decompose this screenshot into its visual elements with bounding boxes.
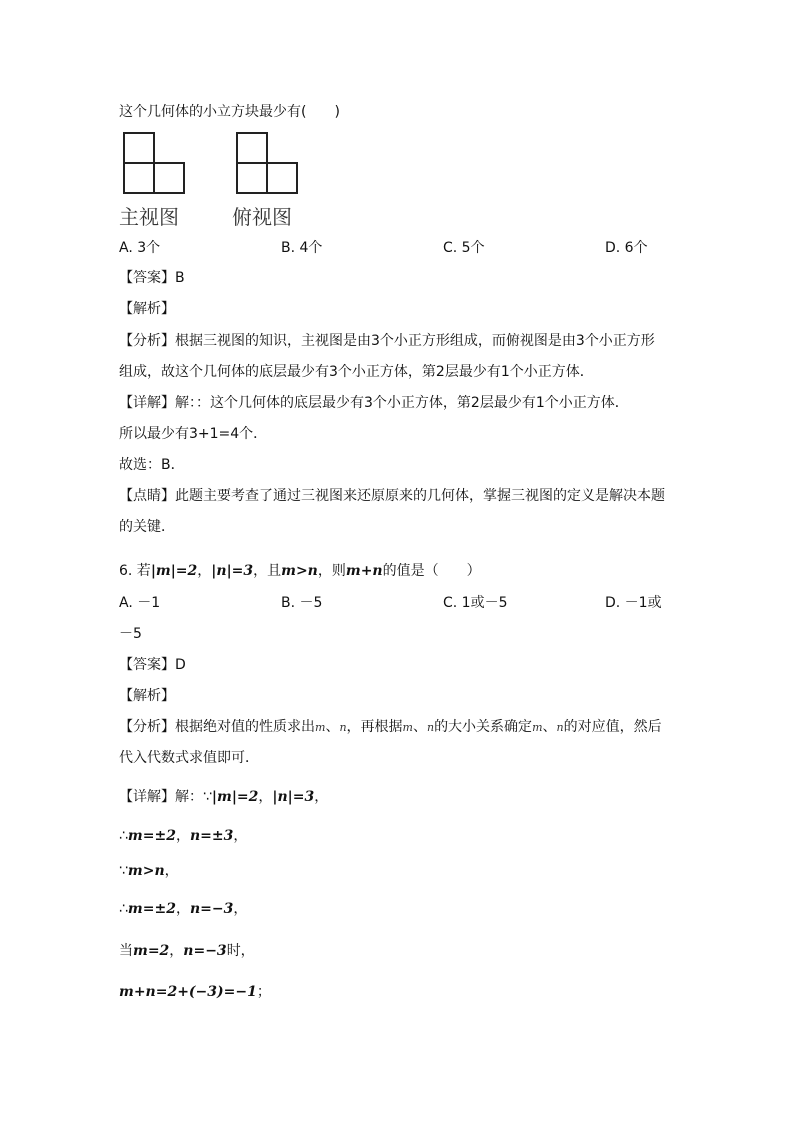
q6-answer: 【答案】D — [119, 657, 186, 673]
q6-fenxi-c: 的大小关系确定 — [434, 719, 533, 735]
q6-step4-m: m=±2 — [127, 901, 176, 917]
q6-fenxi-b: ，再根据 — [346, 719, 403, 735]
q6-dun-3: 、 — [542, 719, 557, 735]
q5-xiangjie-line-1: 【详解】解：：这个几何体的底层最少有3个小正方体，第2层最少有1个小正方体． — [119, 395, 629, 411]
q6-step2-sep: ， — [175, 828, 190, 844]
q6-option-a: A. －1 — [119, 595, 161, 611]
q6-step3-end: ， — [164, 863, 179, 879]
q6-fenxi-d: 的对应值，然后 — [563, 719, 662, 735]
q6-step1-prefix: 【详解】解：∵ — [119, 789, 212, 805]
q6-step2-end: ， — [233, 828, 248, 844]
top-view-square-top — [237, 133, 267, 163]
q6-step6-end: ； — [256, 984, 271, 1000]
q5-option-a: A. 3个 — [119, 240, 161, 256]
q6-step1-end: ， — [314, 789, 329, 805]
front-view-figure — [122, 131, 188, 195]
top-view-square-bottom-right — [267, 163, 297, 193]
q6-step1-n: |n|=3 — [272, 789, 315, 805]
q6-option-c: C. 1或－5 — [443, 595, 508, 611]
q6-analysis-title: 【解析】 — [119, 688, 175, 704]
q6-step5-n: n=−3 — [183, 943, 227, 959]
top-view-label: 俯视图 — [232, 205, 292, 229]
top-view-figure — [235, 131, 301, 195]
q6-step2-m: m=±2 — [127, 828, 176, 844]
q5-choose: 故选：B． — [119, 457, 185, 473]
q5-fenxi-line-1: 【分析】根据三视图的知识，主视图是由3个小正方形组成，而俯视图是由3个小正方形 — [119, 333, 655, 349]
q5-option-b: B. 4个 — [281, 240, 323, 256]
q6-dun: 、 — [325, 719, 340, 735]
q6-var-m-3: m — [532, 721, 543, 734]
q6-step4-end: ， — [233, 901, 248, 917]
q6-sep: ， — [197, 563, 212, 579]
q6-option-d-wrap: －5 — [119, 626, 142, 642]
top-view-square-bottom-left — [237, 163, 267, 193]
q6-step-6 — [119, 982, 271, 1002]
q5-fenxi-line-2: 组成，故这个几何体的底层最少有3个小正方体，第2层最少有1个小正方体． — [119, 364, 594, 380]
q6-step1-sep: ， — [258, 789, 273, 805]
q6-abs-m: |m|=2 — [150, 563, 198, 579]
front-view-square-bottom-left — [124, 163, 154, 193]
q6-step5-sep: ， — [169, 943, 184, 959]
q6-and: ，且 — [253, 563, 282, 579]
q6-var-n: n — [339, 721, 347, 734]
front-view-square-bottom-right — [154, 163, 184, 193]
q6-step2-prefix: ∴ — [119, 828, 128, 844]
q6-number: 6. 若 — [119, 563, 151, 579]
q6-dun-2: 、 — [412, 719, 427, 735]
q6-var-n-2: n — [426, 721, 435, 734]
q6-step-3 — [119, 861, 179, 881]
q6-step6-expression: m+n=2+(−3)=−1 — [119, 984, 257, 1000]
q6-step3-cond: m>n — [127, 863, 165, 879]
q6-step4-prefix: ∴ — [119, 901, 128, 917]
q6-step4-n: n=−3 — [189, 901, 234, 917]
q6-fenxi-a: 【分析】根据绝对值的性质求出 — [119, 719, 315, 735]
question-6-stem — [119, 561, 481, 581]
q6-step2-n: n=±3 — [189, 828, 234, 844]
q6-step5-m: m=2 — [133, 943, 170, 959]
q6-abs-n: |n|=3 — [211, 563, 254, 579]
q6-var-m: m — [315, 721, 326, 734]
front-view-square-top — [124, 133, 154, 163]
q6-fenxi-line-1 — [119, 717, 662, 738]
q6-then: ，则 — [317, 563, 346, 579]
front-view-label: 主视图 — [119, 205, 179, 229]
q6-step4-sep: ， — [175, 901, 190, 917]
q6-step-1 — [119, 787, 328, 807]
q6-step1-m: |m|=2 — [211, 789, 259, 805]
q6-fenxi-line-2: 代入代数式求值即可． — [119, 750, 259, 766]
q5-analysis-title: 【解析】 — [119, 301, 175, 317]
q5-dianjing-line-1: 【点睛】此题主要考查了通过三视图来还原原来的几何体，掌握三视图的定义是解决本题 — [119, 488, 665, 504]
q5-answer: 【答案】B — [119, 270, 185, 286]
q6-step3-prefix: ∵ — [119, 863, 128, 879]
q6-step-2 — [119, 826, 247, 846]
q6-step-4 — [119, 899, 247, 919]
q6-condition: m>n — [281, 563, 318, 579]
q5-dianjing-line-2: 的关键． — [119, 519, 175, 535]
q6-expression: m+n — [345, 563, 383, 579]
q6-var-n-3: n — [556, 721, 564, 734]
q5-option-c: C. 5个 — [443, 240, 485, 256]
q6-option-b: B. －5 — [281, 595, 323, 611]
q5-option-d: D. 6个 — [605, 240, 648, 256]
q6-step5-prefix: 当 — [119, 943, 133, 959]
q6-step-5 — [119, 941, 255, 961]
question-5-stem: 这个几何体的小立方块最少有( ) — [119, 104, 340, 120]
q6-value-text: 的值是（ ） — [382, 563, 481, 579]
q5-xiangjie-line-2: 所以最少有3+1=4个． — [119, 426, 268, 442]
q6-var-m-2: m — [402, 721, 413, 734]
q6-step5-end: 时， — [226, 943, 255, 959]
q6-option-d: D. －1或 — [605, 595, 662, 611]
